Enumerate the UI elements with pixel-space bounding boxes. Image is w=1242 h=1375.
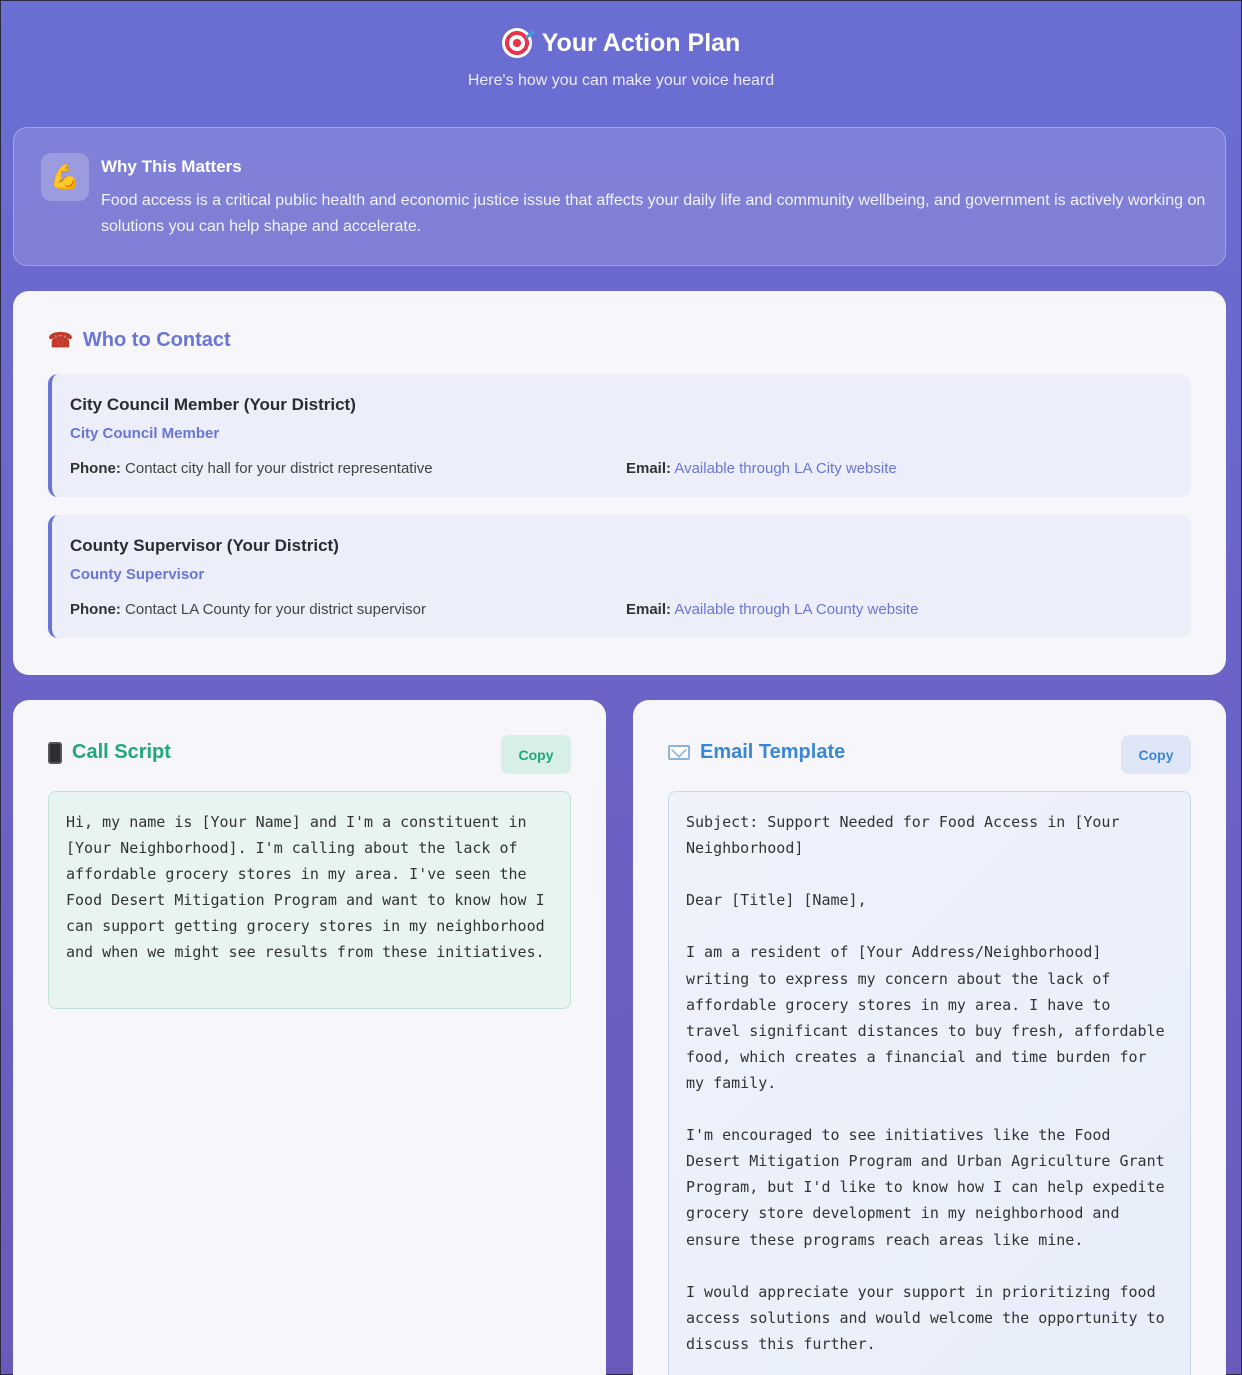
target-icon [502, 28, 532, 58]
why-text: Food access is a critical public health and economic justice issue that affects your daily life and community wellbeing, and government is actively working on solutions you can help shape and accelerate. [101, 192, 1206, 235]
call-script-title: Call Script [72, 741, 171, 763]
flexed-bicep-icon: 💪 [41, 153, 89, 201]
contact-phone [70, 460, 433, 477]
email-link[interactable]: Available through LA City website [674, 460, 897, 477]
page-subtitle: Here's how you can make your voice heard [467, 72, 775, 89]
email-link[interactable]: Available through LA County website [674, 601, 919, 618]
email-template-title: Email Template [700, 741, 846, 763]
why-this-matters-panel [13, 127, 1226, 266]
copy-email-template-button[interactable]: Copy [1121, 735, 1191, 774]
call-script-card [13, 700, 606, 1375]
page-title [1, 27, 1241, 59]
contact-name: County Supervisor (Your District) [70, 536, 339, 555]
who-to-contact-card [13, 291, 1226, 675]
why-title: Why This Matters [101, 157, 242, 176]
who-to-contact-title: Who to Contact [82, 329, 231, 351]
copy-call-script-button[interactable]: Copy [501, 735, 571, 774]
phone-value: Contact city hall for your district representative [125, 460, 433, 477]
call-script-text[interactable]: Hi, my name is [Your Name] and I'm a constituent in [Your Neighborhood]. I'm calling about the lack of affordable grocery stores in my area. I've seen the Food Desert Mitigation Program and want to know how I can support getting grocery stores in my neighborhood and when we might see results from these initiatives. [48, 791, 571, 1009]
call-script-heading [48, 741, 171, 764]
contact-phone [70, 601, 426, 618]
contact-card-county-supervisor [48, 515, 1191, 638]
email-label: Email: [626, 460, 672, 477]
phone-label: Phone: [70, 460, 121, 477]
email-template-text[interactable]: Subject: Support Needed for Food Access in [Your Neighborhood] Dear [Title] [Name], I am a resident of [Your Address/Neighborhood] writing to express my concern about the lack of affordable grocery stores in my area. I have to travel significant distances to buy fresh, affordable food, which creates a financial and time burden for my family. I'm encouraged to see initiatives like the Food Desert Mitigation Program and Urban Agriculture Grant Program, but I'd like to know how I can help expedite grocery store development in my neighborhood and ensure these programs reach areas like mine. I would appreciate your support in prioritizing food access solutions and would welcome the opportunity to discuss this further. [668, 791, 1191, 1375]
contact-role: County Supervisor [70, 566, 205, 583]
email-template-heading [668, 741, 845, 764]
mobile-phone-icon [48, 742, 62, 764]
page-title-text: Your Action Plan [541, 28, 741, 57]
page-header [1, 1, 1241, 90]
contact-email [626, 601, 918, 618]
contact-email [626, 460, 897, 477]
who-to-contact-heading [48, 328, 231, 353]
email-label: Email: [626, 601, 672, 618]
envelope-icon [668, 745, 690, 760]
contact-name: City Council Member (Your District) [70, 395, 356, 414]
phone-value: Contact LA County for your district supervisor [125, 601, 426, 618]
phone-label: Phone: [70, 601, 121, 618]
email-template-card [633, 700, 1226, 1375]
contact-card-city-council [48, 374, 1191, 497]
contact-role: City Council Member [70, 425, 220, 442]
phone-icon: ☎ [48, 330, 73, 352]
